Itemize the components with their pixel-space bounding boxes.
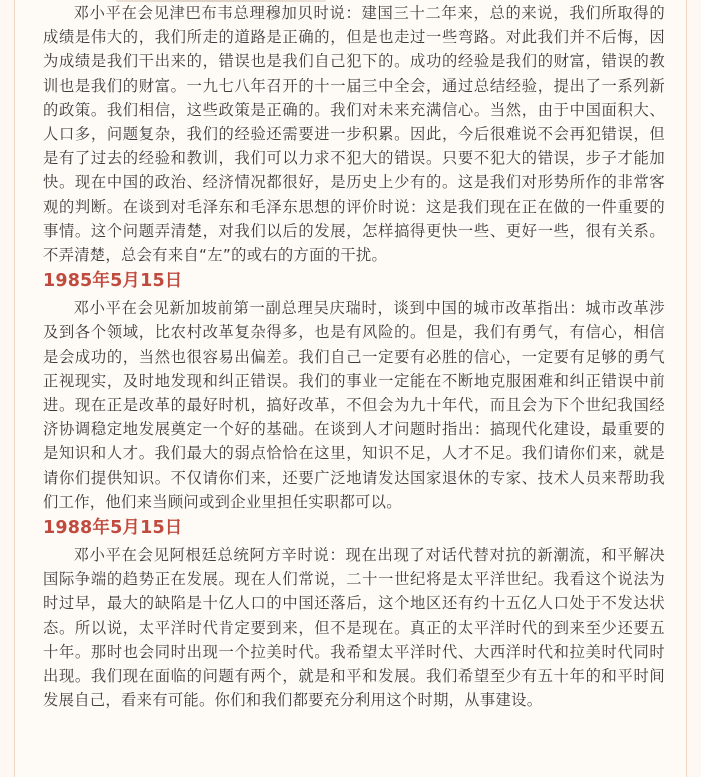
section-date-1985: 1985年5月15日 [43,271,183,292]
section-paragraph-1988: 邓小平在会见阿根廷总统阿方辛时说：现在出现了对话代替对抗的新潮流，和平解决国际争端的趋势正在发展。现在人们常说，二十一世纪将是太平洋世纪。我看这个说法为时过早，最大的缺陷是十亿人口的中国还落后，这个地区还有约十五亿人口处于不发达状态。所以说，太平洋时代肯定要到来，但不是现在。真正的太平洋时代的到来至少还要五十年。那时也会同时出现一个拉美时代。我希望太平洋时代、大西洋时代和拉美时代同时出现。我们现在面临的问题有两个，就是和平和发展。我们希望至少有五十年的和平时间发展自己，看来有可能。你们和我们都要充分利用这个时期，从事建设。 [43,546,665,710]
section-date-1988: 1988年5月15日 [43,518,183,539]
intro-paragraph: 邓小平在会见津巴布韦总理穆加贝时说：建国三十二年来，总的来说，我们所取得的成绩是伟大的，我们所走的道路是正确的，但是也走过一些弯路。对此我们并不后悔，因为成绩是我们干出来的，错误也是我们自己犯下的。成功的经验是我们的财富，错误的教训也是我们的财富。一九七八年召开的十一届三中全会，通过总结经验，提出了一系列新的政策。我们相信，这些政策是正确的。我们对未来充满信心。当然，由于中国面积大、人口多，问题复杂，我们的经验还需要进一步积累。因此，今后很难说不会再犯错误，但是有了过去的经验和教训，我们可以力求不犯大的错误。只要不犯大的错误，步子才能加快。现在中国的政治、经济情况都很好，是历史上少有的。这是我们对形势所作的非常客观的判断。在谈到对毛泽东和毛泽东思想的评价时说：这是我们现在正在做的一件重要的事情。这个问题弄清楚，对我们以后的发展，怎样搞得更快一些、更好一些，很有关系。不弄清楚，总会有来自“左”的或右的方面的干扰。 [43,4,665,265]
article-body [43,1,665,712]
section-paragraph-1985: 邓小平在会见新加坡前第一副总理吴庆瑞时，谈到中国的城市改革指出：城市改革涉及到各个领域，比农村改革复杂得多，也是有风险的。但是，我们有勇气，有信心，相信是会成功的，当然也很容易出偏差。我们自己一定要有必胜的信心，一定要有足够的勇气正视现实，及时地发现和纠正错误。我们的事业一定能在不断地克服困难和纠正错误中前进。现在正是改革的最好时机，搞好改革，不但会为九十年代，而且会为下个世纪我国经济协调稳定地发展奠定一个好的基础。在谈到人才问题时指出：搞现代化建设，最重要的是知识和人才。我们最大的弱点恰恰在这里，知识不足，人才不足。我们请你们来，就是请你们提供知识。不仅请你们来，还要广泛地请发达国家退休的专家、技术人员来帮助我们工作，他们来当顾问或到企业里担任实职都可以。 [43,299,665,511]
